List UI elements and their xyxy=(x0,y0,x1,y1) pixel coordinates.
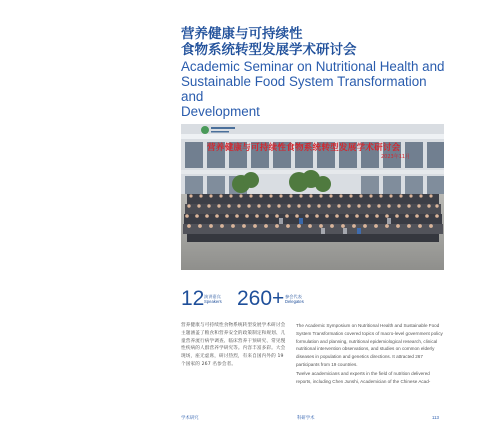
body-en-paragraph-2: Twelve academicians and experts in the field of nutrition delivered reports, including Chen Junshi, Academician of the Chinese Acad- xyxy=(296,371,431,385)
stat-speakers xyxy=(181,287,222,310)
banner-date: 2023年11月 xyxy=(381,154,411,160)
body-column-en xyxy=(296,322,444,387)
footer-chapter-label: 科研学术 xyxy=(297,416,315,421)
title-en-line1: Academic Seminar on Nutritional Health and xyxy=(181,59,445,74)
stat-speakers-unit-cn: 演讲嘉宾 xyxy=(204,294,221,299)
stat-delegates xyxy=(237,287,304,310)
body-en-paragraph-1: The Academic Symposium on Nutritional Health and Sustainable Food System Transformation covered topics of macro-level government policy formulation and planning, nutritional epidemiological research, clinical nutritional intervention observations, and studies on common elderly diseases in population and genetics directions. It attracted 267 participants from 19 countries. xyxy=(296,323,443,367)
stat-delegates-label xyxy=(285,294,304,305)
page-number: 113 xyxy=(432,415,439,420)
stat-speakers-unit-en: Speakers xyxy=(204,299,222,305)
title-block xyxy=(181,26,451,119)
body-column-cn xyxy=(181,322,289,370)
stat-delegates-unit-en: Delegates xyxy=(285,299,304,305)
stat-speakers-label xyxy=(204,294,222,305)
title-en-line3: Development xyxy=(181,104,260,119)
title-en-line2: Sustainable Food System Transformation and xyxy=(181,74,427,104)
footer-section-label: 学术研究 xyxy=(181,416,199,421)
stat-delegates-value: 260+ xyxy=(237,287,285,310)
title-en xyxy=(181,59,451,119)
stat-delegates-unit-cn: 参会代表 xyxy=(285,294,302,299)
banner-text: 营养健康与可持续性食物系统转型发展学术研讨会 xyxy=(207,143,401,153)
stat-speakers-value: 12 xyxy=(181,287,205,310)
body-cn-paragraph: 营养健康与可持续性食物系统转型发展学术研讨会主题涵盖了粮食和营养安全的政策制定和规划、儿童营养流行病学调查、临床营养干预研究、常见慢性疾病的人群营养学研究等。内容丰富多彩。大会现场，座无虚席，研讨热烈，有来自国内外的 19 个国家的 267 名参会者。 xyxy=(181,323,286,367)
stats-row xyxy=(181,288,381,314)
group-photo xyxy=(181,124,444,270)
title-cn-line2: 食物系统转型发展学术研讨会 xyxy=(181,42,357,58)
title-cn-line1: 营养健康与可持续性 xyxy=(181,26,303,42)
